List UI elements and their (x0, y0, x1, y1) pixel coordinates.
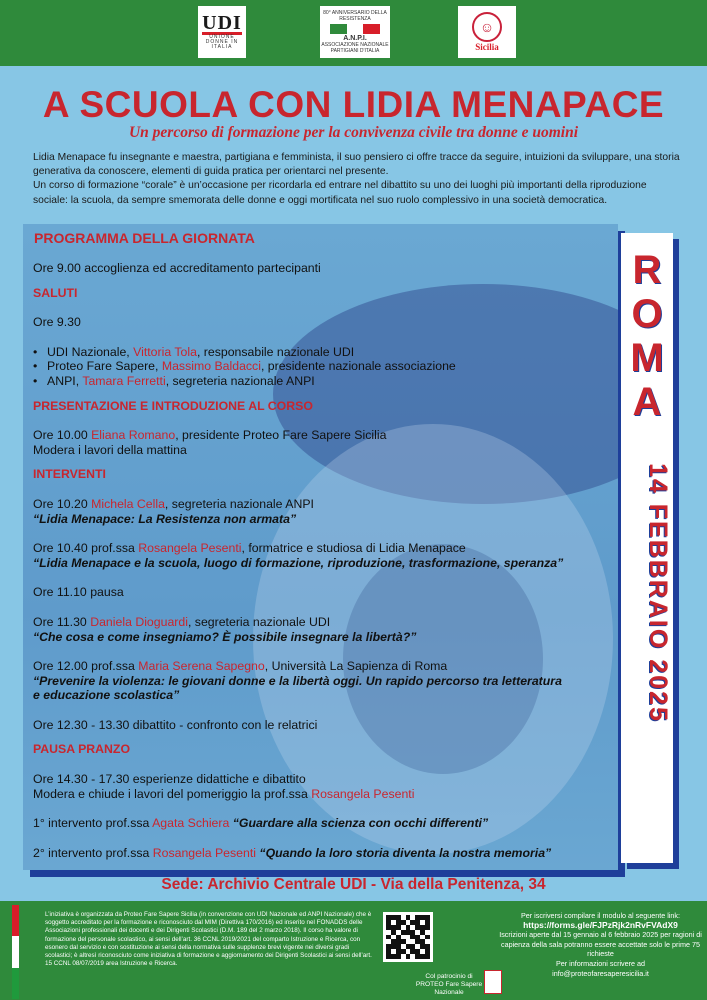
anpi-logo (320, 6, 390, 58)
pomeriggio-moderator: Modera e chiude i lavori del pomeriggio la prof.ssa Rosangela Pesenti (33, 786, 415, 801)
program-card (23, 224, 618, 870)
patronage-text (404, 973, 494, 997)
interventi-heading: INTERVENTI (33, 467, 106, 482)
italian-flag-icon (12, 905, 19, 999)
intervento-4-title-1: “Prevenire la violenza: le giovani donne e la libertà oggi. Un rapido percorso tra letteratura (33, 673, 562, 688)
welcome-line: Ore 9.00 accoglienza ed accreditamento partecipanti (33, 261, 321, 275)
program-body (33, 261, 613, 860)
saluti-list (33, 345, 613, 389)
presentazione-moderator: Modera i lavori della mattina (33, 442, 187, 457)
saluti-time: Ore 9.30 (33, 315, 81, 330)
registration-info (498, 911, 703, 978)
intervento-3-title: “Che cosa e come insegniamo? È possibile insegnare la libertà?” (33, 629, 417, 644)
udi-logo-subtext: UNIONE DONNE IN ITALIA (205, 34, 239, 50)
anpi-anniversary-text: 80° ANNIVERSARIO DELLA RESISTENZA (323, 10, 387, 22)
page-title: A SCUOLA CON LIDIA MENAPACE (42, 84, 665, 125)
afternoon-talk-2: 2° intervento prof.ssa Rosangela Pesenti “Quando la loro storia diventa la nostra memoria” (33, 845, 552, 860)
intro-paragraph-2: Un corso di formazione “corale” è un’occasione per ricordarla ed entrare nel dibattito su uno dei luoghi più importanti della riproduzione sociale: la scuola, da sempre smemorata delle donne e oggi mortificata nel suo ruolo complessivo in una società democratica. (33, 180, 647, 206)
intervento-4-title-2: e educazione scolastica” (33, 688, 180, 703)
page-subtitle: Un percorso di formazione per la convivenza civile tra donne e uomini (128, 124, 579, 141)
registration-intro: Per iscriversi compilare il modulo al seguente link: (521, 911, 680, 920)
saluti-item: • ANPI, Tamara Ferretti, segreteria nazionale ANPI (33, 374, 613, 389)
saluti-heading: SALUTI (33, 285, 78, 300)
pausa-pranzo-heading: PAUSA PRANZO (33, 742, 131, 757)
footer (0, 901, 707, 1000)
saluti-item: • Proteo Fare Sapere, Massimo Baldacci, presidente nazionale associazione (33, 359, 613, 374)
footer-disclaimer: L’iniziativa è organizzata da Proteo Fare Sapere Sicilia (in convenzione con UDI Nazionale ed ANPI Nazionale) che è soggetto accreditato per la formazione e riconosciuto dal MIM (Direttiva 170/2016) ed inserito nel FONADDS delle Associazioni professionali dei docenti e dei Dirigenti Scolastici (D.M. 189 del 2 marzo 2018). Il corso ha valore di formazione del personale scolastico, ai sensi dell’art. 36 CCNL 2019/2021 del comparto Istruzione e Ricerca, con esonero dal servizio e con sostituzione ai sensi della normativa sulle supplenze brevi vigente nei diversi gradi scolastici; è altresì riconosciuto come iniziativa di formazione e aggiornamento dei Dirigenti Scolastici ai sensi dell’art. 15 CCNL 08/07/2019 area Istruzione e Ricerca. (45, 911, 372, 968)
pausa-line: Ore 11.10 pausa (33, 585, 124, 600)
saluti-item: • UDI Nazionale, Vittoria Tola, responsabile nazionale UDI (33, 345, 613, 360)
udi-logo-text: UDI (202, 12, 242, 34)
event-date: 14 FEBBRAIO 2025 (644, 463, 672, 723)
intervento-1: Ore 10.20 Michela Cella, segreteria nazionale ANPI (33, 496, 314, 511)
date-card (621, 233, 673, 863)
registration-link[interactable]: https://forms.gle/FJPzRjk2nRvFVAdX9 (523, 919, 678, 930)
proteo-face-icon: ☺ (472, 12, 502, 42)
qr-code-icon[interactable] (383, 912, 433, 962)
intervento-2: Ore 10.40 prof.ssa Rosangela Pesenti, formatrice e studiosa di Lidia Menapace (33, 541, 466, 556)
proteo-logo-text: Sicilia (475, 42, 499, 52)
info-intro: Per informazioni scrivere ad (555, 958, 646, 968)
intervento-1-title: “Lidia Menapace: La Resistenza non armata” (33, 511, 297, 526)
top-bar (0, 0, 707, 66)
intervento-4: Ore 12.00 prof.ssa Maria Serena Sapegno, Università La Sapienza di Roma (33, 659, 448, 674)
info-email[interactable]: info@proteofaresaperesicilia.it (552, 968, 649, 978)
anpi-name: ASSOCIAZIONE NAZIONALE PARTIGIANI D'ITALIA (321, 42, 389, 54)
city-name (621, 248, 673, 424)
city-letter: M (630, 336, 664, 380)
afternoon-talk-1: 1° intervento prof.ssa Agata Schiera “Guardare alla scienza con occhi differenti” (33, 816, 489, 831)
program-heading: PROGRAMMA DELLA GIORNATA (34, 230, 255, 246)
city-letter: O (631, 292, 663, 336)
pomeriggio-line: Ore 14.30 - 17.30 esperienze didattiche e dibattito (33, 772, 306, 787)
city-letter: R (632, 248, 662, 292)
dibattito-line: Ore 12.30 - 13.30 dibattito - confronto con le relatrici (33, 717, 318, 732)
intro-text (33, 151, 681, 208)
presentazione-heading: PRESENTAZIONE E INTRODUZIONE AL CORSO (33, 398, 313, 413)
patronage-line-2: PROTEO Fare Sapere Nazionale (415, 981, 483, 996)
intervento-3: Ore 11.30 Daniela Dioguardi, segreteria nazionale UDI (33, 614, 331, 629)
anpi-acronym: A.N.P.I. (343, 35, 367, 42)
intervento-2-title: “Lidia Menapace e la scuola, luogo di formazione, riproduzione, trasformazione, speranza” (33, 555, 564, 570)
intro-paragraph-1: Lidia Menapace fu insegnante e maestra, partigiana e femminista, il suo pensiero ci offre tracce da seguire, intuizioni da sviluppare, una storia generativa da conoscere, elementi di guida pratica per orientarci nel presente. (33, 152, 680, 178)
presentazione-line: Ore 10.00 Eliana Romano, presidente Proteo Fare Sapere Sicilia (33, 428, 387, 443)
udi-logo (198, 6, 246, 58)
venue: Sede: Archivio Centrale UDI - Via della Penitenza, 34 (161, 876, 546, 893)
city-letter: A (632, 380, 662, 424)
registration-dates: Iscrizioni aperte dal 15 gennaio al 6 febbraio 2025 per ragioni di capienza della sala potranno essere accettate solo le prime 75 richieste (499, 930, 702, 959)
proteo-logo (458, 6, 516, 58)
patronage-line-1: Col patrocinio di (425, 973, 473, 980)
anpi-flag-icon (330, 24, 380, 34)
